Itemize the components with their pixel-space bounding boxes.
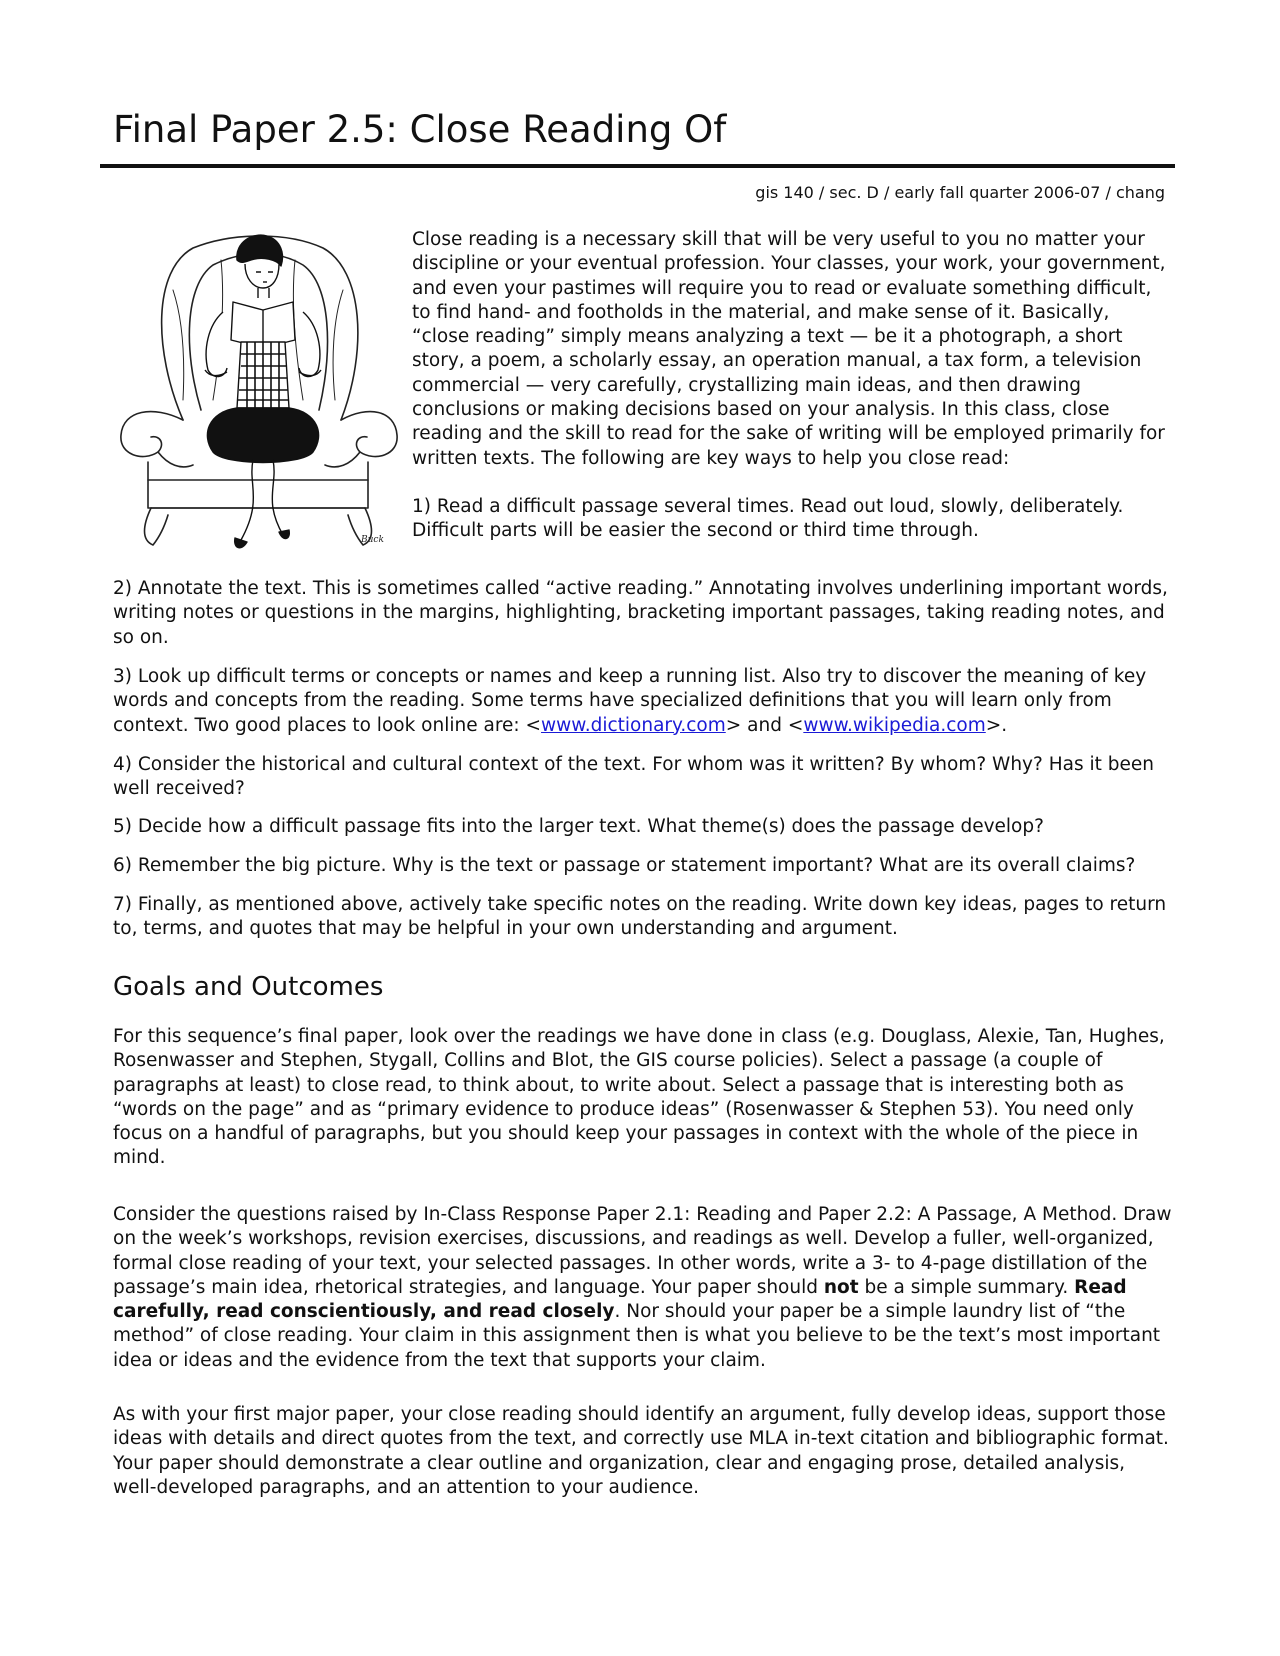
reading-woman-illustration bbox=[113, 230, 403, 575]
goals-p2-part-c: . Nor should your paper be a simple laundry list of “the method” of close reading. Your claim in this assignment then is what you believe to be the text’s most important idea or ideas and the evidence from the text that supports your claim. bbox=[113, 1301, 1161, 1371]
goals-paragraph-3 bbox=[113, 1403, 1173, 1500]
tip-3 bbox=[113, 665, 1173, 738]
tip-5-text: 5) Decide how a difficult passage fits into the larger text. What theme(s) does the passage develop? bbox=[113, 816, 1044, 837]
tip-7-text: 7) Finally, as mentioned above, actively take specific notes on the reading. Write down key ideas, pages to return to, terms, and quotes that may be helpful in your own understanding and argument. bbox=[113, 894, 1167, 940]
goals-heading: Goals and Outcomes bbox=[113, 972, 384, 1002]
tip-3-text-middle: > and < bbox=[725, 714, 804, 736]
tip-5 bbox=[113, 815, 1173, 839]
goals-paragraph-3-text: As with your first major paper, your close reading should identify an argument, fully develop ideas, support those ideas with details and direct quotes from the text, and correctly use MLA in-text citation and bibliographic format. Your paper should demonstrate a clear outline and organization, clear and engaging prose, detailed analysis, well-developed paragraphs, and an attention to your audience. bbox=[113, 1404, 1169, 1498]
tip-2 bbox=[113, 577, 1173, 650]
goals-p2-bold-not: not bbox=[823, 1276, 859, 1298]
tip-1: 1) Read a difficult passage several times. Read out loud, slowly, deliberately. Difficult parts will be easier the second or third time through. bbox=[412, 495, 1124, 542]
goals-p2-part-b: be a simple summary. bbox=[858, 1276, 1075, 1298]
tip-7 bbox=[113, 893, 1173, 942]
goals-paragraph-1-text: For this sequence’s final paper, look over the readings we have done in class (e.g. Douglass, Alexie, Tan, Hughes, Rosenwasser and Stephen, Stygall, Collins and Blot, the GIS course policies). Select a passage (a couple of paragraphs at least) to close read, to think about, to write about. Select a passage that is interesting both as “words on the page” and as “primary evidence to produce ideas” (Rosenwasser & Stephen 53). You need only focus on a handful of paragraphs, but you should keep your passages in context with the whole of the piece in mind. bbox=[113, 1026, 1165, 1169]
tip-4-text: 4) Consider the historical and cultural context of the text. For whom was it written? By whom? Why? Has it been well received? bbox=[113, 754, 1154, 800]
goals-paragraph-1 bbox=[113, 1025, 1173, 1171]
course-info: gis 140 / sec. D / early fall quarter 2006-07 / chang bbox=[755, 183, 1165, 202]
title-rule bbox=[100, 164, 1175, 168]
intro-section bbox=[412, 228, 1172, 544]
wikipedia-link[interactable]: www.wikipedia.com bbox=[803, 714, 986, 736]
tip-2-text: 2) Annotate the text. This is sometimes called “active reading.” Annotating involves underlining important words, writing notes or questions in the margins, highlighting, bracketing important passages, taking reading notes, and so on. bbox=[113, 578, 1168, 648]
intro-paragraph: Close reading is a necessary skill that will be very useful to you no matter your discipline or your eventual profession. Your classes, your work, your government, and even your pastimes will require you to read or evaluate something difficult, to find hand- and footholds in the material, and make sense of it. Basically, “close reading” simply means analyzing a text — be it a photograph, a short story, a poem, a scholarly essay, an operation manual, a tax form, a television commercial — very carefully, crystallizing main ideas, and then drawing conclusions or making decisions based on your analysis. In this class, close reading and the skill to read for the sake of writing will be employed primarily for written texts. The following are key ways to help you close read: bbox=[412, 229, 1166, 469]
tip-3-text-end: >. bbox=[985, 714, 1008, 736]
goals-p2-bold-read: Read carefully, read conscientiously, and read closely bbox=[113, 1276, 1127, 1323]
tip-4 bbox=[113, 753, 1173, 802]
tip-3-text bbox=[113, 665, 1173, 738]
page-title: Final Paper 2.5: Close Reading Of bbox=[113, 108, 727, 151]
dictionary-link[interactable]: www.dictionary.com bbox=[541, 714, 726, 736]
goals-paragraph-2-text bbox=[113, 1203, 1173, 1373]
tip-6-text: 6) Remember the big picture. Why is the text or passage or statement important? What are its overall claims? bbox=[113, 855, 1136, 876]
goals-paragraph-2 bbox=[113, 1203, 1173, 1373]
tip-6 bbox=[113, 854, 1173, 878]
illustration-signature: Buck bbox=[361, 535, 384, 545]
tip-3-text-start: 3) Look up difficult terms or concepts or names and keep a running list. Also try to discover the meaning of key words and concepts from the reading. Some terms have specialized definitions that you will learn only from context. Two good places to look online are: < bbox=[113, 666, 1147, 736]
goals-p2-part-a: Consider the questions raised by In-Class Response Paper 2.1: Reading and Paper 2.2: A Passage, A Method. Draw on the week’s workshops, revision exercises, discussions, and readings as well. Develop a fuller, well-organized, formal close reading of your text, your selected passages. In other words, write a 3- to 4-page distillation of the passage’s main idea, rhetorical strategies, and language. Your paper should bbox=[113, 1204, 1172, 1298]
